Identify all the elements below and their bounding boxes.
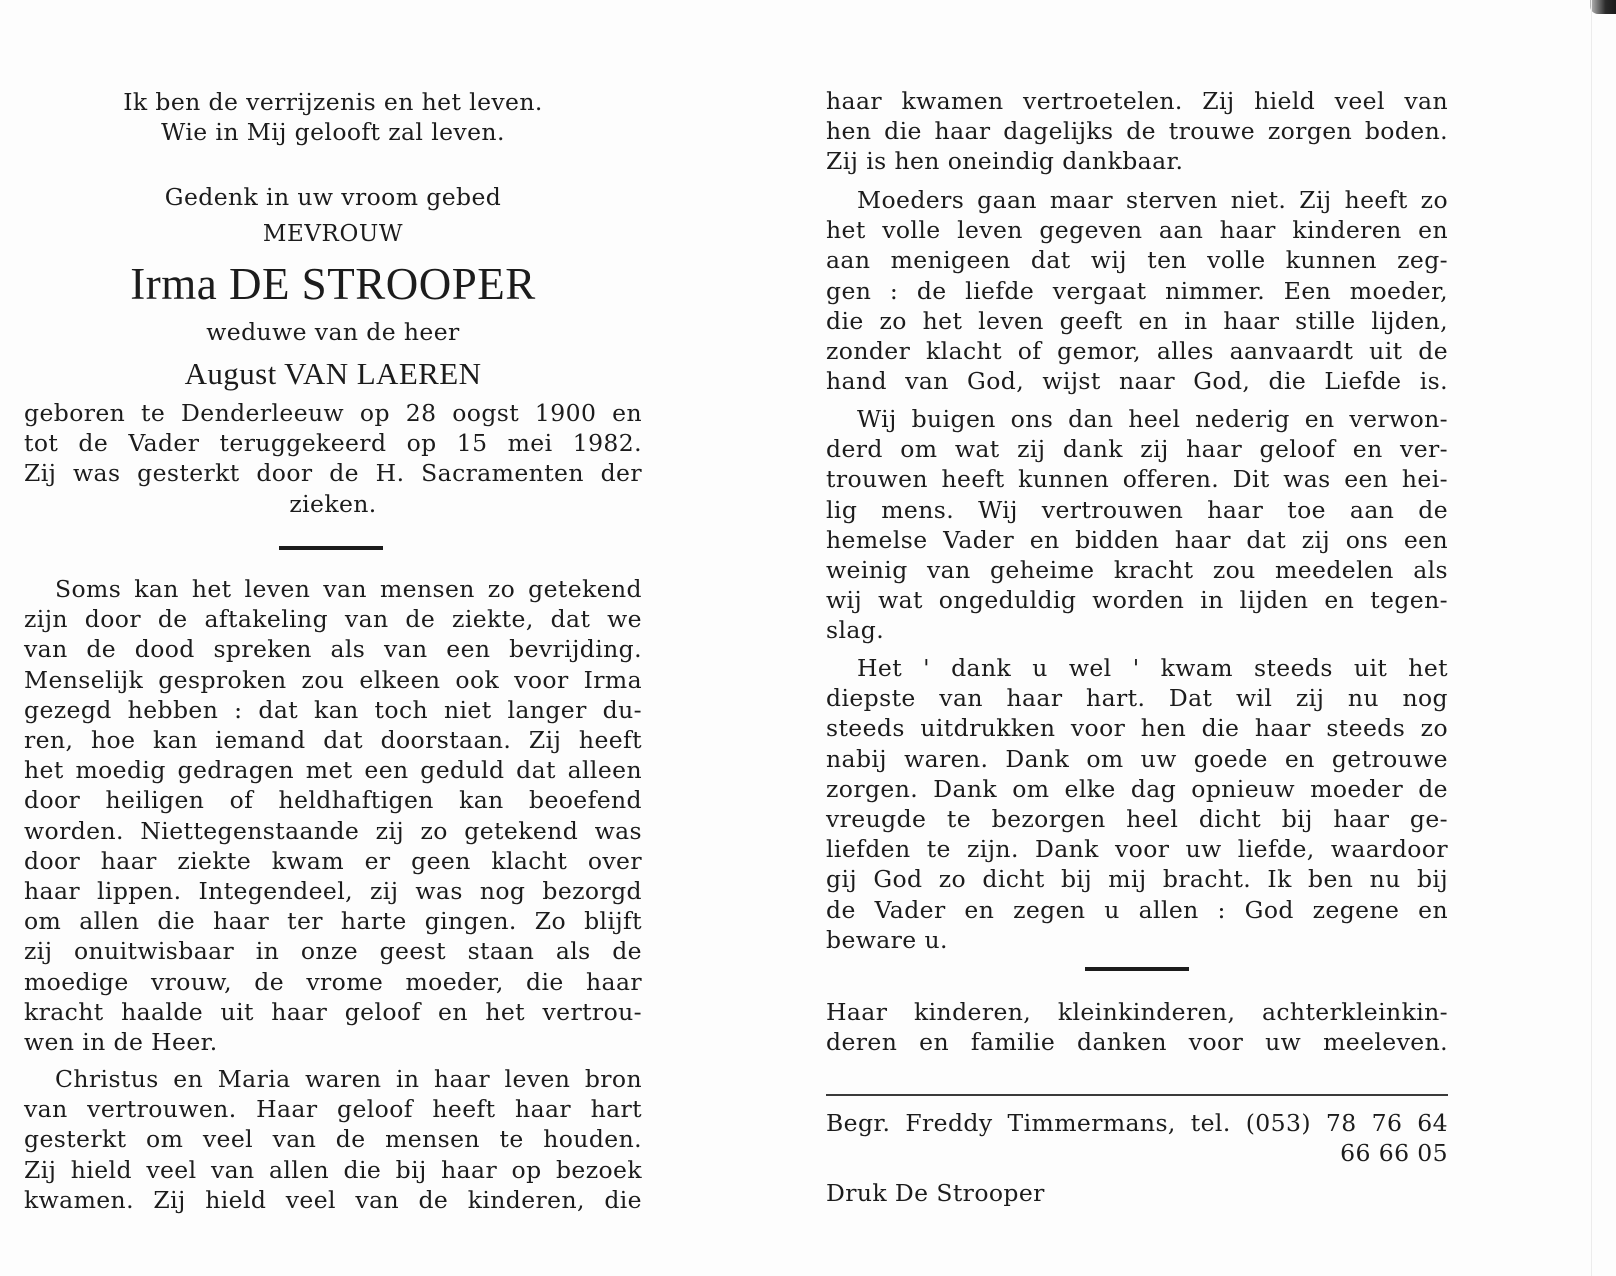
text-line: lig mens. Wij vertrouwen haar toe aan de <box>826 495 1448 524</box>
bio-line: geboren te Denderleeuw op 28 oogst 1900 en <box>24 399 642 427</box>
footer-rule <box>826 1094 1448 1096</box>
verse-line: Ik ben de verrijzenis en het leven. <box>123 88 543 116</box>
text-line: weinig van geheime kracht zou meedelen als <box>826 556 1448 585</box>
paragraph <box>826 86 1448 177</box>
paragraph <box>826 185 1448 396</box>
text-line: van vertrouwen. Haar geloof heeft haar hart <box>24 1095 642 1124</box>
bio-line: Zij was gesterkt door de H. Sacramenten der <box>24 459 642 488</box>
bio-line: tot de Vader teruggekeerd op 15 mei 1982. <box>24 429 642 458</box>
paragraph <box>826 653 1448 955</box>
text-line: derd om wat zij dank zij haar geloof en ver- <box>826 435 1448 464</box>
bio-line: zieken. <box>289 489 377 518</box>
text-line: steeds uitdrukken voor hen die haar steeds zo <box>826 714 1448 743</box>
text-line: zorgen. Dank om elke dag opnieuw moeder de <box>826 774 1448 803</box>
printer-info <box>826 1178 1448 1208</box>
text-line: gesterkt om veel van de mensen te houden. <box>24 1125 642 1154</box>
text-line: deren en familie danken voor uw meeleven. <box>826 1028 1448 1057</box>
text-line: wen in de Heer. <box>24 1028 218 1057</box>
text-line: door heiligen of heldhaftigen kan beoefend <box>24 786 642 815</box>
text-line: zonder klacht of gemor, alles aanvaardt uit de <box>826 337 1448 366</box>
relation-text: weduwe van de heer <box>206 318 460 346</box>
deceased-name-text: Irma DE STROOPER <box>130 259 536 309</box>
text-line: Soms kan het leven van mensen zo getekend <box>55 575 642 603</box>
text-line: worden. Niettegenstaande zij zo getekend was <box>24 816 642 845</box>
text-line: gen : de liefde vergaat nimmer. Een moeder, <box>826 276 1448 305</box>
text-line: door haar ziekte kwam er geen klacht over <box>24 846 642 875</box>
text-line: gezegd hebben : dat kan toch niet langer du- <box>24 695 642 724</box>
paragraph <box>24 574 642 1057</box>
undertaker-info <box>826 1108 1448 1168</box>
intro-text: Gedenk in uw vroom gebed <box>164 183 502 211</box>
text-line: hen die haar dagelijks de trouwe zorgen boden. <box>826 117 1448 146</box>
remembrance-intro <box>24 182 642 212</box>
text-line: moedige vrouw, de vrome moeder, die haar <box>24 967 642 996</box>
undertaker-phone-2: 66 66 05 <box>1340 1139 1448 1168</box>
scan-corner-shadow <box>1590 0 1616 14</box>
biography <box>24 398 642 519</box>
divider <box>279 546 383 550</box>
text-line: die zo het leven geeft en in haar stille lijden, <box>826 306 1448 335</box>
text-line: nabij waren. Dank om uw goede en getrouwe <box>826 744 1448 773</box>
text-line: kracht haalde uit haar geloof en het vertrou- <box>24 997 642 1026</box>
bible-verse <box>24 87 642 147</box>
text-line: Menselijk gesproken zou elkeen ook voor Irma <box>24 665 642 694</box>
text-line: trouwen heeft kunnen offeren. Dit was een hei- <box>826 465 1448 494</box>
text-line: haar kwamen vertroetelen. Zij hield veel van <box>826 87 1448 115</box>
text-line: hand van God, wijst naar God, die Liefde is. <box>826 367 1448 396</box>
text-line: hemelse Vader en bidden haar dat zij ons een <box>826 525 1448 554</box>
text-line: zijn door de aftakeling van de ziekte, dat we <box>24 605 642 634</box>
divider <box>1085 967 1189 971</box>
relation <box>24 317 642 347</box>
spouse-name-text: August VAN LAEREN <box>184 356 482 391</box>
honorific <box>24 219 642 249</box>
text-line: liefden te zijn. Dank voor uw liefde, waardoor <box>826 835 1448 864</box>
text-line: haar lippen. Integendeel, zij was nog bezorgd <box>24 877 642 906</box>
text-line: Moeders gaan maar sterven niet. Zij heeft zo <box>857 186 1448 214</box>
text-line: Zij hield veel van allen die bij haar op bezoek <box>24 1155 642 1184</box>
verse-line: Wie in Mij gelooft zal leven. <box>161 118 505 147</box>
text-line: Christus en Maria waren in haar leven bron <box>55 1065 642 1093</box>
text-line: wij wat ongeduldig worden in lijden en tegen- <box>826 586 1448 615</box>
text-line: aan menigeen dat wij ten volle kunnen zeg- <box>826 246 1448 275</box>
text-line: het volle leven gegeven aan haar kinderen en <box>826 216 1448 245</box>
text-line: vreugde te bezorgen heel dicht bij haar ge- <box>826 805 1448 834</box>
honorific-text: MEVROUW <box>262 221 404 247</box>
family-thanks <box>826 997 1448 1057</box>
text-line: Het ' dank u wel ' kwam steeds uit het <box>857 654 1448 682</box>
spouse-name <box>24 354 642 394</box>
paragraph <box>24 1064 642 1215</box>
text-line: van de dood spreken als van een bevrijding. <box>24 635 642 664</box>
text-line: kwamen. Zij hield veel van de kinderen, die <box>24 1185 642 1214</box>
text-line: ren, hoe kan iemand dat doorstaan. Zij heeft <box>24 726 642 755</box>
deceased-name <box>24 256 642 312</box>
text-line: gij God zo dicht bij mij bracht. Ik ben nu bij <box>826 865 1448 894</box>
printer-text: Druk De Strooper <box>826 1179 1045 1207</box>
text-line: slag. <box>826 616 885 645</box>
text-line: om allen die haar ter harte gingen. Zo blijft <box>24 907 642 936</box>
text-line: de Vader en zegen u allen : God zegene en <box>826 895 1448 924</box>
text-line: Zij is hen oneindig dankbaar. <box>826 147 1184 176</box>
text-line: Wij buigen ons dan heel nederig en verwon- <box>857 405 1448 433</box>
text-line: diepste van haar hart. Dat wil zij nu nog <box>826 684 1448 713</box>
undertaker-line: Begr. Freddy Timmermans, tel. (053) 78 76 64 <box>826 1109 1448 1137</box>
text-line: Haar kinderen, kleinkinderen, achterkleinkin- <box>826 998 1448 1026</box>
text-line: beware u. <box>826 925 948 954</box>
paragraph <box>826 404 1448 646</box>
text-line: zij onuitwisbaar in onze geest staan als de <box>24 937 642 966</box>
scan-edge <box>1591 0 1592 1276</box>
text-line: het moedig gedragen met een geduld dat alleen <box>24 756 642 785</box>
